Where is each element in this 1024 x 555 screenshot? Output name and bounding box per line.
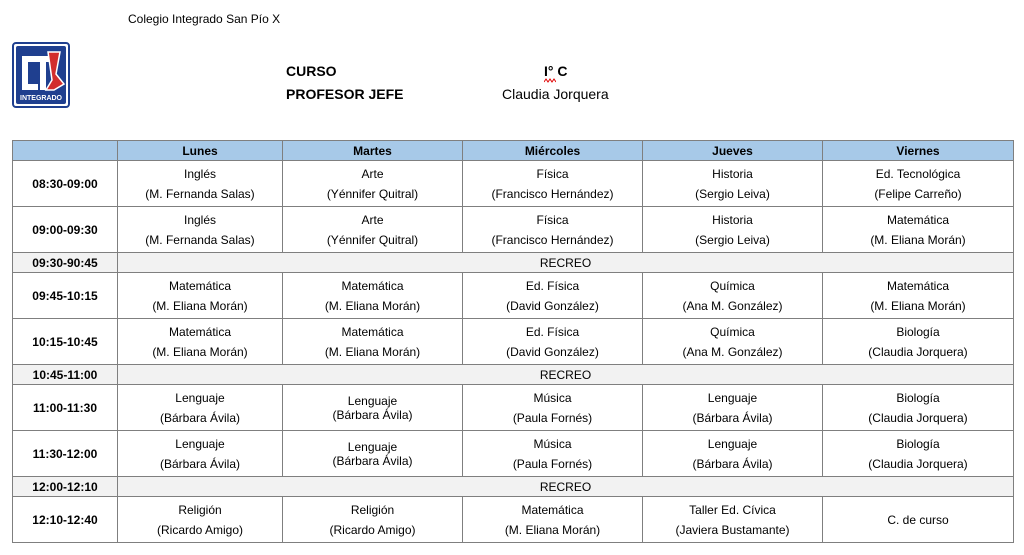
class-cell [118, 207, 283, 253]
subject-name: Física [536, 212, 569, 227]
time-slot: 09:00-09:30 [13, 207, 118, 253]
class-cell [118, 161, 283, 207]
school-logo [12, 42, 70, 108]
break-label: RECREO [118, 253, 1014, 273]
class-cell [643, 431, 823, 477]
teacher-name: (M. Eliana Morán) [324, 298, 421, 313]
class-row [13, 319, 1014, 365]
subject-name: Inglés [183, 166, 217, 181]
teacher-name: (Sergio Leiva) [695, 186, 770, 201]
class-cell [463, 431, 643, 477]
class-cell [463, 385, 643, 431]
teacher-name: (M. Eliana Morán) [870, 298, 966, 313]
teacher-name: (Javiera Bustamante) [675, 522, 790, 537]
class-cell [823, 207, 1014, 253]
class-cell [283, 273, 463, 319]
subject-name: Religión [350, 502, 395, 517]
class-cell [823, 431, 1014, 477]
subject-name: Música [533, 436, 572, 451]
subject-name: Biología [896, 324, 940, 339]
class-cell [118, 385, 283, 431]
teacher-name: (M. Eliana Morán) [504, 522, 601, 537]
teacher-name: (M. Fernanda Salas) [145, 232, 255, 247]
day-header: Lunes [118, 141, 283, 161]
subject-name: Matemática [341, 278, 404, 293]
class-cell [463, 207, 643, 253]
time-slot: 12:00-12:10 [13, 477, 118, 497]
class-cell [643, 497, 823, 543]
class-cell [463, 319, 643, 365]
class-row [13, 385, 1014, 431]
teacher-name: (M. Fernanda Salas) [145, 186, 255, 201]
teacher-name: (M. Eliana Morán) [152, 344, 248, 359]
time-slot: 10:15-10:45 [13, 319, 118, 365]
teacher-name: (Bárbara Ávila) [332, 453, 413, 468]
spellcheck-squiggle [544, 78, 556, 83]
time-slot: 09:30-90:45 [13, 253, 118, 273]
schedule-table [12, 140, 1014, 543]
class-cell [118, 273, 283, 319]
teacher-name: (Ana M. González) [682, 344, 783, 359]
subject-name: Lenguaje [347, 393, 398, 408]
break-label: RECREO [118, 365, 1014, 385]
teacher-name: (Bárbara Ávila) [692, 456, 773, 471]
subject-name: Química [710, 324, 755, 339]
subject-name: Matemática [886, 278, 950, 293]
teacher-name: (Paula Fornés) [512, 410, 593, 425]
subject-name: Matemática [521, 502, 584, 517]
day-header: Jueves [643, 141, 823, 161]
time-slot: 11:00-11:30 [13, 385, 118, 431]
class-cell [823, 273, 1014, 319]
teacher-name: (Yénnifer Quitral) [326, 232, 419, 247]
teacher-name: (Felipe Carreño) [874, 186, 962, 201]
day-header: Viernes [823, 141, 1014, 161]
class-cell [643, 385, 823, 431]
subject-name: Lenguaje [347, 439, 398, 454]
class-row [13, 207, 1014, 253]
subject-name: Ed. Tecnológica [875, 166, 961, 181]
subject-name: Ed. Física [525, 278, 580, 293]
subject-name: Ed. Física [525, 324, 580, 339]
head-teacher-label: PROFESOR JEFE [286, 86, 404, 102]
teacher-name: (Bárbara Ávila) [159, 456, 241, 471]
class-cell [823, 385, 1014, 431]
subject-name: Arte [361, 212, 384, 227]
header-row [13, 141, 1014, 161]
class-cell [118, 431, 283, 477]
subject-name: Música [533, 390, 572, 405]
class-cell [823, 161, 1014, 207]
time-slot: 12:10-12:40 [13, 497, 118, 543]
time-slot: 10:45-11:00 [13, 365, 118, 385]
subject-name: Lenguaje [175, 390, 225, 405]
teacher-name: (Ricardo Amigo) [156, 522, 244, 537]
subject-name: Lenguaje [175, 436, 225, 451]
break-label: RECREO [118, 477, 1014, 497]
break-row [13, 365, 1014, 385]
course-label: CURSO [286, 63, 337, 79]
class-row [13, 497, 1014, 543]
subject-name: Biología [896, 436, 940, 451]
class-cell [643, 161, 823, 207]
break-row [13, 477, 1014, 497]
class-cell [283, 431, 463, 477]
class-cell [463, 273, 643, 319]
teacher-name: (Ana M. González) [682, 298, 783, 313]
day-header: Miércoles [463, 141, 643, 161]
teacher-name: (Bárbara Ávila) [159, 410, 241, 425]
head-teacher-value: Claudia Jorquera [502, 86, 609, 102]
time-slot: 08:30-09:00 [13, 161, 118, 207]
class-cell [643, 207, 823, 253]
class-row [13, 431, 1014, 477]
class-cell [463, 161, 643, 207]
subject-name: Matemática [341, 324, 404, 339]
class-cell [823, 319, 1014, 365]
teacher-name: (Yénnifer Quitral) [326, 186, 419, 201]
day-header: Martes [283, 141, 463, 161]
class-cell [823, 497, 1014, 543]
header-empty [13, 141, 118, 161]
teacher-name: (M. Eliana Morán) [870, 232, 966, 247]
teacher-name: (Claudia Jorquera) [868, 456, 968, 471]
class-row [13, 273, 1014, 319]
course-value: I° C [544, 63, 568, 79]
teacher-name: (M. Eliana Morán) [152, 298, 248, 313]
subject-name: Biología [896, 390, 940, 405]
subject-name: Matemática [168, 278, 232, 293]
teacher-name: (Sergio Leiva) [695, 232, 770, 247]
teacher-name: (Francisco Hernández) [491, 186, 614, 201]
teacher-name: (Paula Fornés) [512, 456, 593, 471]
class-cell [463, 497, 643, 543]
time-slot: 11:30-12:00 [13, 431, 118, 477]
teacher-name: (David González) [506, 298, 599, 313]
subject-name: Inglés [183, 212, 217, 227]
class-cell [118, 319, 283, 365]
class-row [13, 161, 1014, 207]
logo-text: INTEGRADO [20, 95, 62, 102]
class-cell [283, 497, 463, 543]
subject-name: Arte [361, 166, 384, 181]
subject-name: Química [710, 278, 755, 293]
school-name: Colegio Integrado San Pío X [128, 12, 281, 26]
teacher-name: (Claudia Jorquera) [868, 344, 968, 359]
subject-name: Matemática [168, 324, 232, 339]
subject-name: Lenguaje [707, 436, 758, 451]
subject-name: Religión [178, 502, 222, 517]
subject-name: Matemática [886, 212, 950, 227]
teacher-name: (Claudia Jorquera) [868, 410, 968, 425]
class-cell [643, 319, 823, 365]
time-slot: 09:45-10:15 [13, 273, 118, 319]
subject-name: Lenguaje [707, 390, 758, 405]
class-cell [283, 385, 463, 431]
break-row [13, 253, 1014, 273]
subject-name: Historia [712, 212, 753, 227]
teacher-name: (Ricardo Amigo) [329, 522, 416, 537]
subject-name: Física [536, 166, 569, 181]
teacher-name: (David González) [506, 344, 599, 359]
class-cell [283, 161, 463, 207]
class-cell [283, 207, 463, 253]
class-cell [118, 497, 283, 543]
subject-name: Taller Ed. Cívica [689, 502, 776, 517]
class-cell [283, 319, 463, 365]
teacher-name: (M. Eliana Morán) [324, 344, 421, 359]
teacher-name: (Bárbara Ávila) [692, 410, 773, 425]
teacher-name: (Francisco Hernández) [491, 232, 614, 247]
subject-name: Historia [712, 166, 753, 181]
teacher-name: (Bárbara Ávila) [332, 407, 413, 422]
class-cell [643, 273, 823, 319]
subject-name: C. de curso [887, 512, 949, 527]
